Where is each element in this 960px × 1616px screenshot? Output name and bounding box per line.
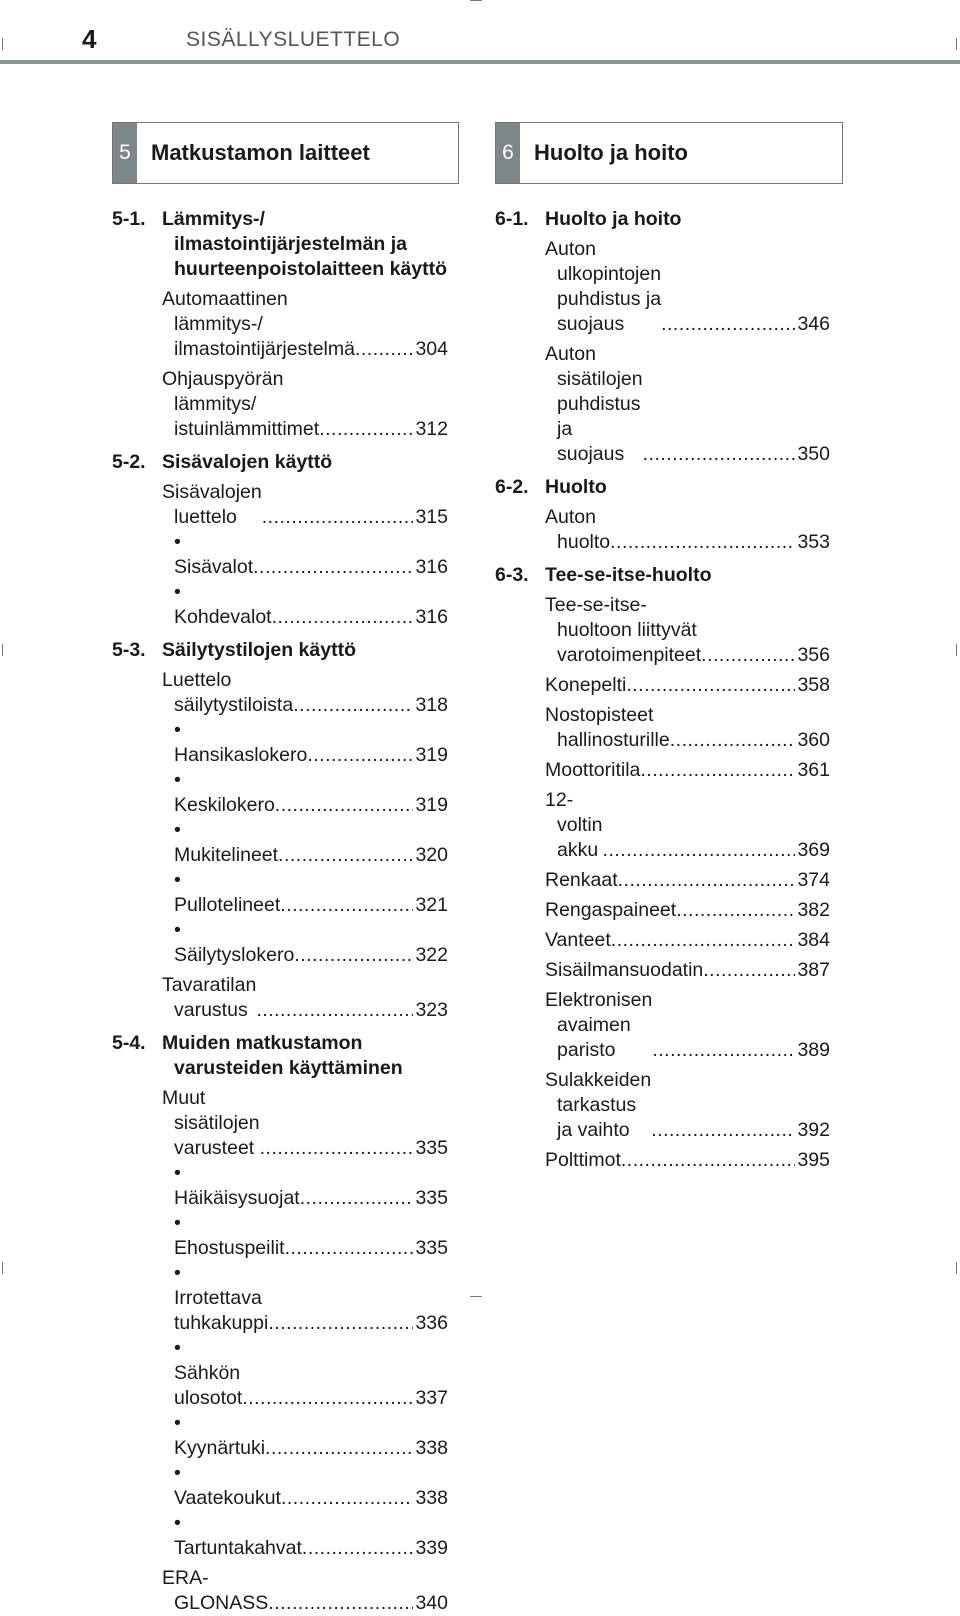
section-header-6	[495, 122, 843, 184]
entry-page-number: 350	[797, 443, 830, 465]
entry-page-number: 315	[415, 506, 448, 528]
chapter-number: 6-3.	[495, 564, 529, 586]
entry-page-number: 316	[415, 606, 448, 628]
dot-leader	[268, 1591, 413, 1616]
dot-leader	[701, 643, 795, 668]
entry-page-number: 339	[415, 1537, 448, 1559]
section-header-5	[112, 122, 459, 184]
entry-text: Elektronisen avaimen paristo	[545, 989, 653, 1061]
toc-entry[interactable]	[162, 367, 448, 442]
entry-page-number: 338	[415, 1487, 448, 1509]
toc-entry[interactable]	[545, 1068, 830, 1143]
entry-text: Nostopisteet hallinosturille	[545, 704, 670, 751]
entry-text: Tee-se-itse-huoltoon liittyvät varotoimenpiteet	[545, 594, 702, 666]
chapter-number: 5-3.	[112, 639, 146, 661]
running-title: SISÄLLYSLUETTELO	[186, 28, 401, 51]
entry-text: • Häikäisysuojat	[174, 1162, 300, 1209]
chapter-heading	[495, 475, 830, 500]
dot-leader	[670, 728, 796, 753]
toc-entry[interactable]	[174, 530, 448, 580]
entry-text: Moottoritila	[545, 759, 641, 781]
entry-page-number: 319	[415, 744, 448, 766]
crop-mark	[2, 38, 3, 50]
entry-page-number: 395	[797, 1149, 830, 1171]
entry-text: Polttimot	[545, 1149, 621, 1171]
toc-entry[interactable]	[545, 593, 830, 668]
crop-mark	[470, 1296, 482, 1297]
toc-entry[interactable]	[545, 898, 830, 923]
toc-entry[interactable]	[545, 673, 830, 698]
section-number-tab: 5	[113, 123, 137, 183]
entry-text: Rengaspaineet	[545, 899, 677, 921]
toc-entry[interactable]	[162, 973, 448, 1023]
crop-mark	[470, 0, 482, 1]
dot-leader	[293, 693, 413, 718]
toc-entry[interactable]	[174, 1461, 448, 1511]
header-rule	[0, 60, 960, 64]
entry-page-number: 358	[797, 674, 830, 696]
entry-page-number: 304	[415, 338, 448, 360]
entry-page-number: 361	[797, 759, 830, 781]
toc-entry[interactable]	[162, 287, 448, 362]
entry-page-number: 319	[415, 794, 448, 816]
dot-leader	[278, 843, 413, 868]
entry-page-number: 374	[797, 869, 830, 891]
toc-entry[interactable]	[174, 1211, 448, 1261]
dot-leader	[260, 1136, 414, 1161]
toc-entry[interactable]	[545, 868, 830, 893]
toc-entry[interactable]	[174, 818, 448, 868]
entry-page-number: 335	[415, 1237, 448, 1259]
dot-leader	[253, 555, 413, 580]
entry-text: • Mukitelineet	[174, 819, 279, 866]
crop-mark	[2, 1262, 3, 1274]
entry-text: • Pullotelineet	[174, 869, 281, 916]
chapter-number: 5-1.	[112, 208, 146, 230]
crop-mark	[956, 38, 957, 50]
entry-text: • Tartuntakahvat	[174, 1512, 302, 1559]
entry-page-number: 318	[415, 694, 448, 716]
chapter-title: Muiden matkustamon varusteiden käyttäminen	[162, 1032, 403, 1079]
section-title: Huolto ja hoito	[534, 140, 688, 165]
entry-text: • Kohdevalot	[174, 581, 272, 628]
section-title: Matkustamon laitteet	[151, 140, 370, 165]
toc-entry[interactable]	[545, 928, 830, 953]
page-number: 4	[82, 24, 97, 54]
toc-entry[interactable]	[174, 868, 448, 918]
entry-text: Auton ulkopintojen puhdistus ja suojaus	[545, 238, 662, 335]
entry-text: Vanteet	[545, 929, 611, 951]
entry-text: • Ehostuspeilit	[174, 1212, 285, 1259]
entry-text: Konepelti	[545, 674, 627, 696]
entry-text: ERA-GLONASS	[162, 1567, 269, 1614]
chapter-title: Huolto	[545, 476, 607, 498]
chapter-title: Sisävalojen käyttö	[162, 451, 333, 473]
toc-column-left	[112, 207, 448, 1616]
dot-leader	[643, 442, 796, 467]
toc-entry[interactable]	[545, 788, 830, 863]
toc-entry[interactable]	[174, 768, 448, 818]
chapter-number: 5-4.	[112, 1032, 146, 1054]
entry-text: Tavaratilan varustus	[162, 974, 257, 1021]
entry-page-number: 338	[415, 1437, 448, 1459]
entry-text: Sulakkeiden tarkastus ja vaihto	[545, 1069, 652, 1141]
chapter-heading	[495, 563, 830, 588]
dot-leader	[285, 1236, 414, 1261]
section-number-tab: 6	[496, 123, 520, 183]
dot-leader	[611, 928, 796, 953]
dot-leader	[262, 505, 414, 530]
toc-column-right	[495, 207, 830, 1173]
toc-entry[interactable]	[174, 918, 448, 968]
entry-page-number: 335	[415, 1137, 448, 1159]
entry-page-number: 356	[797, 644, 830, 666]
entry-text: Luettelo säilytystiloista	[162, 669, 294, 716]
toc-entry[interactable]	[174, 580, 448, 630]
entry-text: Renkaat	[545, 869, 618, 891]
toc-entry[interactable]	[174, 1161, 448, 1211]
dot-leader	[652, 1038, 795, 1063]
entry-text: • Keskilokero	[174, 769, 275, 816]
dot-leader	[280, 893, 413, 918]
toc-entry[interactable]	[545, 703, 830, 753]
toc-entry[interactable]	[162, 668, 448, 718]
entry-page-number: 312	[415, 418, 448, 440]
dot-leader	[676, 898, 795, 923]
entry-page-number: 321	[415, 894, 448, 916]
dot-leader	[640, 758, 795, 783]
entry-page-number: 384	[797, 929, 830, 951]
chapter-number: 5-2.	[112, 451, 146, 473]
entry-text: • Vaatekoukut	[174, 1462, 281, 1509]
dot-leader	[618, 868, 796, 893]
chapter-heading	[112, 1031, 448, 1081]
entry-page-number: 387	[797, 959, 830, 981]
entry-text: Muut sisätilojen varusteet	[162, 1087, 260, 1159]
entry-text: • Sisävalot	[174, 531, 254, 578]
chapter-heading	[112, 450, 448, 475]
entry-page-number: 389	[797, 1039, 830, 1061]
entry-page-number: 346	[797, 313, 830, 335]
dot-leader	[626, 673, 795, 698]
entry-page-number: 323	[415, 999, 448, 1021]
entry-page-number: 322	[415, 944, 448, 966]
toc-entry[interactable]	[545, 1148, 830, 1173]
entry-text: 12-voltin akku	[545, 789, 603, 861]
dot-leader	[651, 1118, 795, 1143]
crop-mark	[956, 644, 957, 656]
entry-text: • Sähkön ulosotot	[174, 1337, 243, 1409]
toc-entry[interactable]	[174, 1411, 448, 1461]
entry-page-number: 320	[415, 844, 448, 866]
entry-text: • Irrotettava tuhkakuppi	[174, 1262, 269, 1334]
dot-leader	[268, 1311, 413, 1336]
toc-entry[interactable]	[174, 1261, 448, 1336]
entry-text: • Säilytyslokero	[174, 919, 295, 966]
entry-page-number: 382	[797, 899, 830, 921]
chapter-title: Tee-se-itse-huolto	[545, 564, 712, 586]
entry-page-number: 316	[415, 556, 448, 578]
crop-mark	[956, 1262, 957, 1274]
entry-page-number: 336	[415, 1312, 448, 1334]
toc-entry[interactable]	[545, 958, 830, 983]
entry-page-number: 353	[797, 531, 830, 553]
dot-leader	[256, 998, 413, 1023]
entry-text: Auton sisätilojen puhdistus ja suojaus	[545, 343, 643, 465]
dot-leader	[603, 838, 796, 863]
chapter-number: 6-2.	[495, 476, 529, 498]
dot-leader	[242, 1386, 413, 1411]
toc-entry[interactable]	[545, 237, 830, 337]
dot-leader	[703, 958, 795, 983]
dot-leader	[355, 337, 413, 362]
entry-page-number: 340	[415, 1592, 448, 1614]
dot-leader	[307, 743, 413, 768]
chapter-heading	[112, 638, 448, 663]
toc-entry[interactable]	[162, 1566, 448, 1616]
toc-entry[interactable]	[162, 1086, 448, 1161]
toc-entry[interactable]	[545, 988, 830, 1063]
entry-text: Auton huolto	[545, 506, 611, 553]
dot-leader	[275, 793, 414, 818]
chapter-title: Huolto ja hoito	[545, 208, 682, 230]
chapter-heading	[495, 207, 830, 232]
entry-text: Sisävalojen luettelo	[162, 481, 262, 528]
toc-entry[interactable]	[545, 758, 830, 783]
dot-leader	[294, 943, 413, 968]
toc-entry[interactable]	[162, 480, 448, 530]
dot-leader	[610, 530, 795, 555]
entry-page-number: 335	[415, 1187, 448, 1209]
toc-entry[interactable]	[545, 505, 830, 555]
entry-page-number: 392	[797, 1119, 830, 1141]
toc-entry[interactable]	[174, 1336, 448, 1411]
chapter-number: 6-1.	[495, 208, 529, 230]
dot-leader	[621, 1148, 796, 1173]
dot-leader	[319, 417, 413, 442]
entry-text: Ohjauspyörän lämmitys/ istuinlämmittimet	[162, 368, 320, 440]
entry-text: Sisäilmansuodatin	[545, 959, 704, 981]
chapter-heading	[112, 207, 448, 282]
crop-mark	[2, 644, 3, 656]
toc-entry[interactable]	[174, 1511, 448, 1561]
entry-page-number: 369	[797, 839, 830, 861]
entry-page-number: 337	[415, 1387, 448, 1409]
dot-leader	[302, 1536, 414, 1561]
chapter-title: Lämmitys-/ ilmastointijärjestelmän ja huurteenpoistolaitteen käyttö	[162, 208, 448, 280]
toc-entry[interactable]	[174, 718, 448, 768]
entry-page-number: 360	[797, 729, 830, 751]
dot-leader	[272, 605, 414, 630]
entry-text: • Hansikaslokero	[174, 719, 308, 766]
chapter-title: Säilytystilojen käyttö	[162, 639, 356, 661]
page-header	[0, 0, 960, 64]
dot-leader	[661, 312, 795, 337]
dot-leader	[300, 1186, 414, 1211]
entry-text: • Kyynärtuki	[174, 1412, 266, 1459]
dot-leader	[281, 1486, 413, 1511]
dot-leader	[265, 1436, 413, 1461]
toc-entry[interactable]	[545, 342, 830, 467]
entry-text: Automaattinen lämmitys-/ ilmastointijärjestelmä	[162, 288, 355, 360]
